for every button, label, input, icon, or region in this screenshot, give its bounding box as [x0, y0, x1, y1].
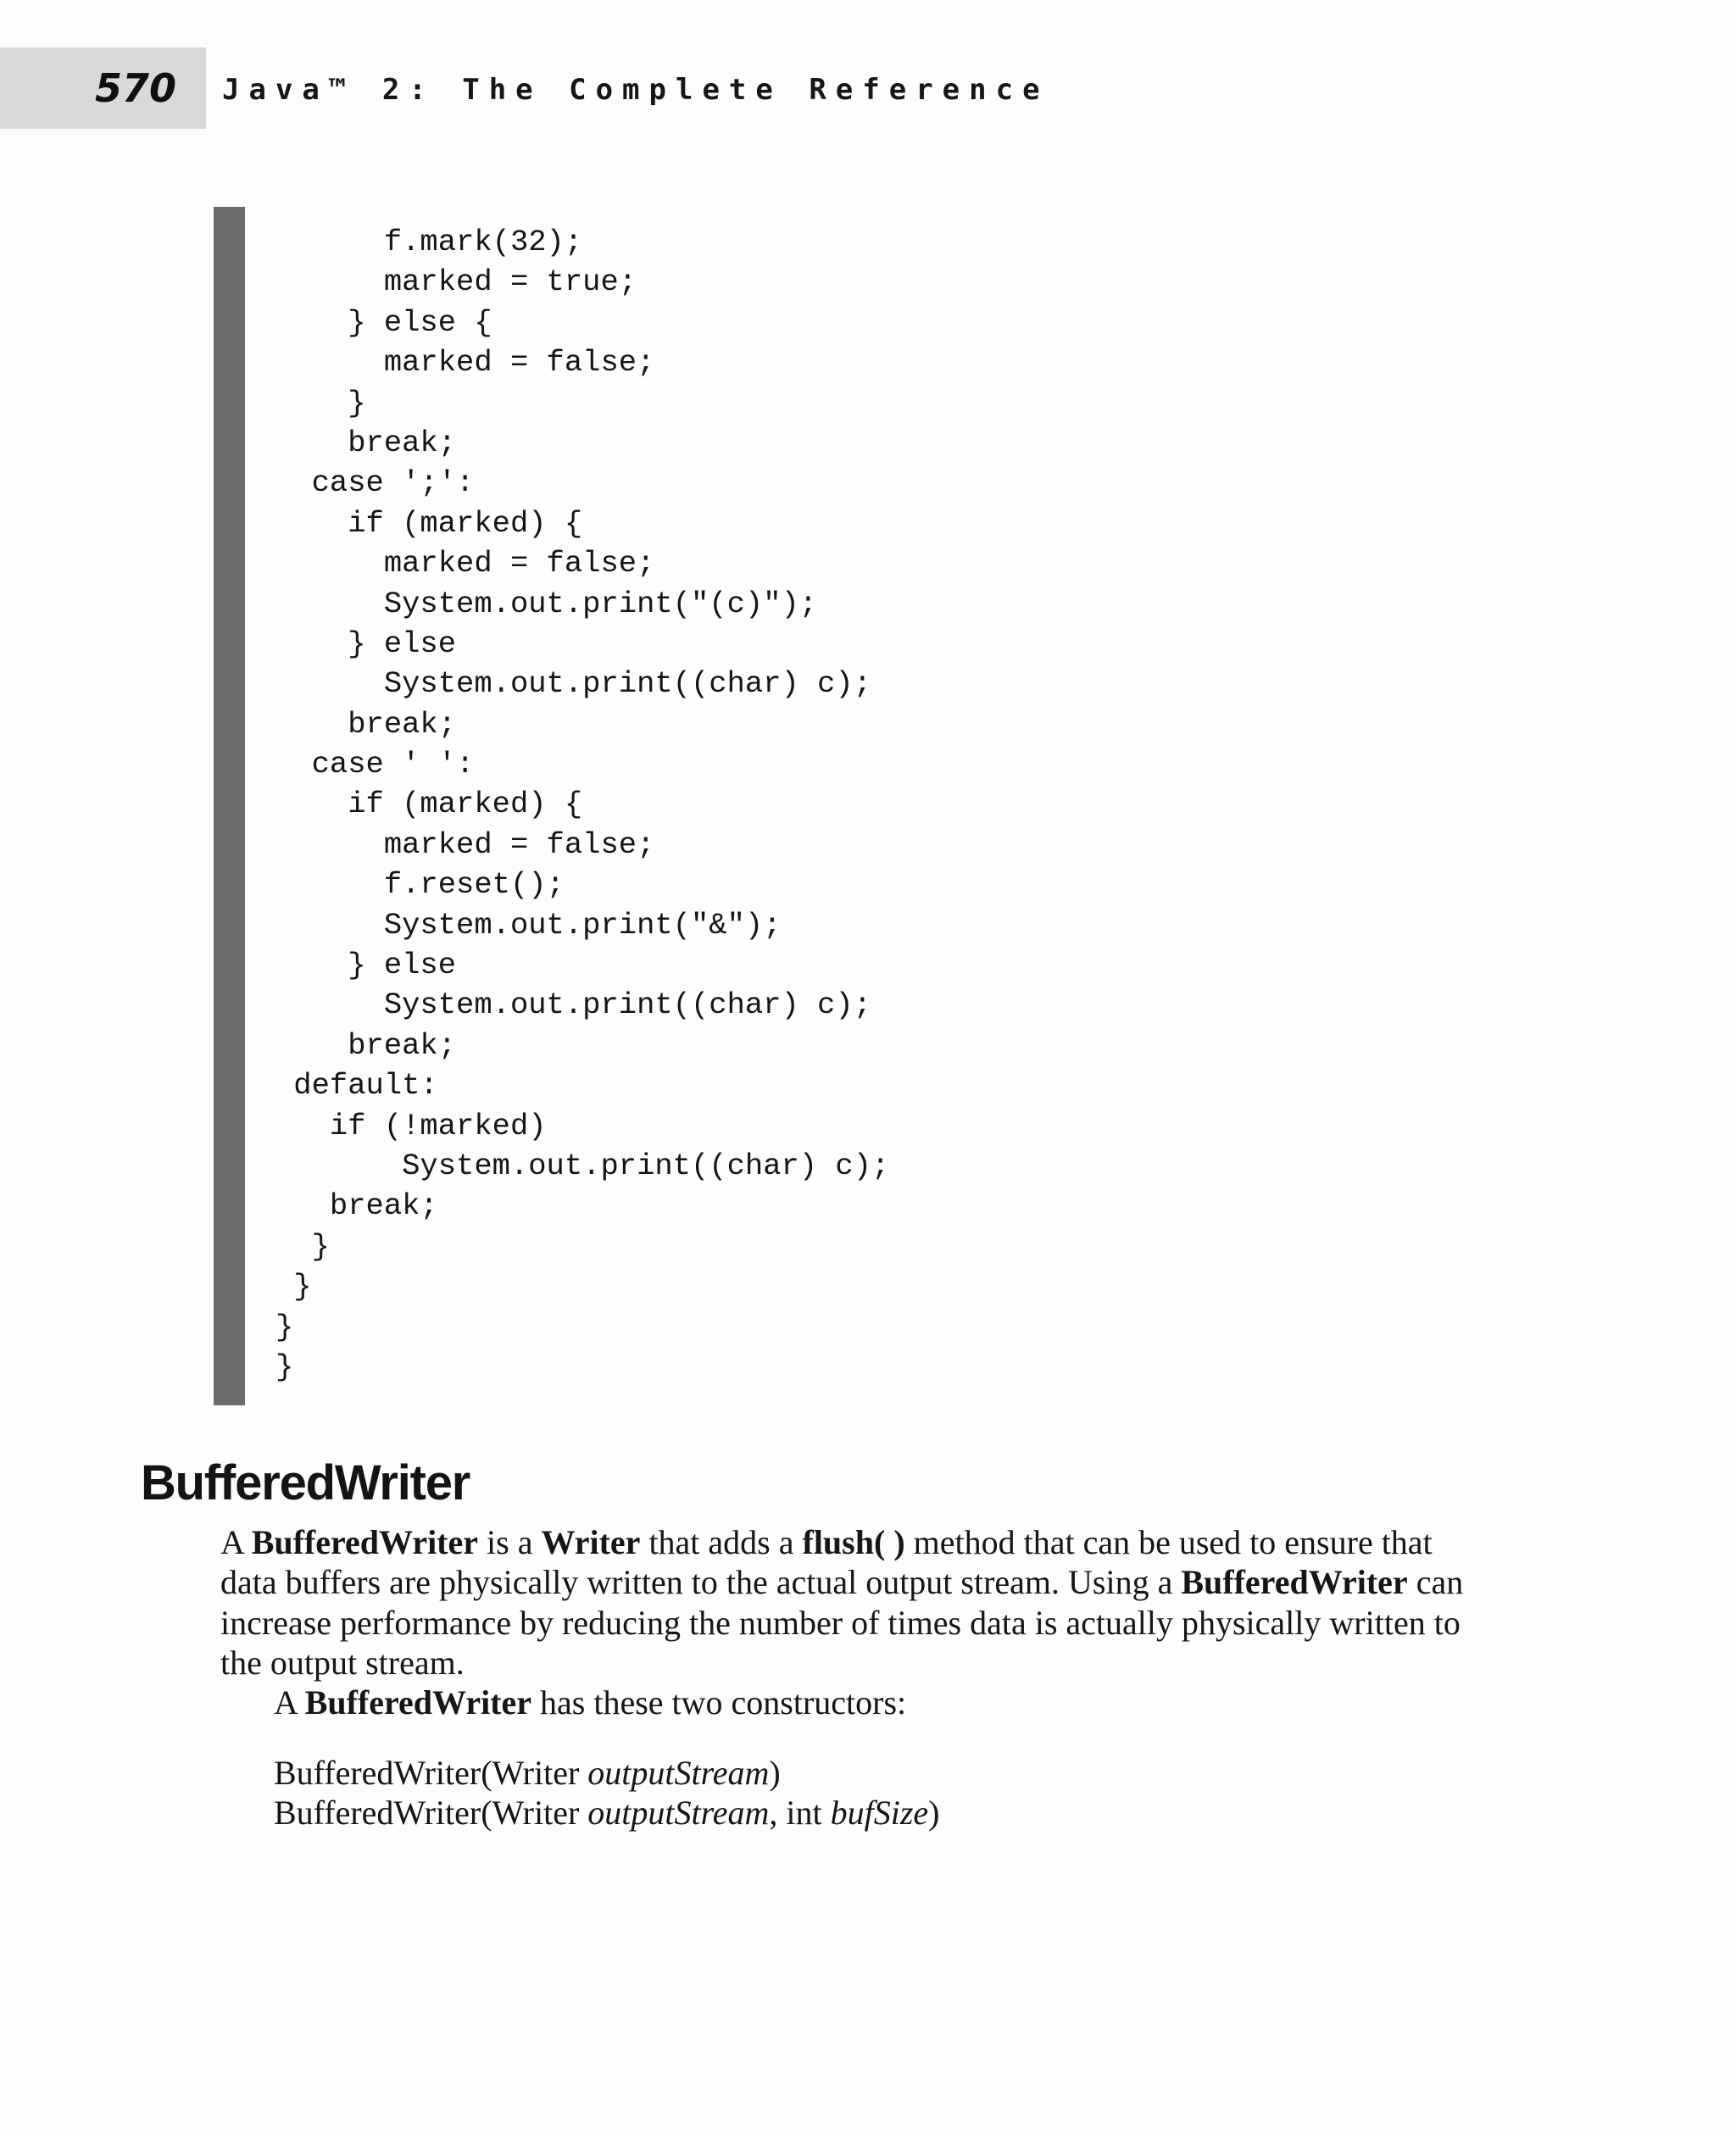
- code-line: marked = false;: [275, 826, 655, 862]
- text-run: can increase performance by reducing the number of times data is actually physically written to the output stream.: [220, 1563, 1464, 1683]
- code-line: case ' ':: [275, 747, 475, 782]
- class-name-bold: BufferedWriter: [251, 1523, 479, 1561]
- code-line: f.mark(32);: [275, 225, 583, 259]
- code-line: f.reset();: [275, 867, 565, 903]
- signature-prefix: BufferedWriter(Writer: [274, 1754, 588, 1792]
- text-run: A: [274, 1683, 305, 1722]
- code-line: break;: [275, 425, 457, 460]
- class-name-bold: Writer: [541, 1523, 641, 1561]
- constructor-signature: [274, 1793, 939, 1833]
- class-name-bold: BufferedWriter: [1181, 1563, 1408, 1602]
- signature-prefix: BufferedWriter(Writer: [274, 1794, 588, 1832]
- class-name-bold: BufferedWriter: [304, 1683, 532, 1722]
- page-number: 570: [95, 65, 177, 111]
- code-line: if (marked) {: [275, 787, 583, 822]
- code-line: if (marked) {: [275, 505, 583, 541]
- parameter-name: outputStream: [587, 1754, 770, 1792]
- running-title: Java™ 2: The Complete Reference: [222, 73, 1049, 107]
- code-line: marked = false;: [275, 546, 655, 581]
- code-line: } else: [275, 948, 457, 983]
- code-line: }: [275, 1228, 330, 1264]
- code-line: default:: [275, 1068, 438, 1104]
- parameter-name: outputStream: [587, 1794, 770, 1832]
- code-line: System.out.print("(c)");: [275, 586, 818, 621]
- code-line: System.out.print("&");: [275, 907, 782, 943]
- code-line: marked = true;: [275, 264, 637, 300]
- code-line: }: [275, 1349, 294, 1384]
- text-run: A: [220, 1523, 252, 1561]
- text-run: that adds a: [640, 1523, 803, 1561]
- code-line: }: [275, 385, 366, 420]
- body-paragraph: [220, 1522, 1483, 1683]
- signature-suffix: ): [928, 1794, 940, 1832]
- text-run: method that can be used to ensure that data buffers are physically written to the actual output stream. Using a: [220, 1523, 1433, 1602]
- signature-middle: , int: [769, 1794, 831, 1832]
- code-listing: [275, 222, 889, 1387]
- body-paragraph: [274, 1683, 906, 1722]
- code-line: if (!marked): [275, 1108, 547, 1143]
- code-line: System.out.print((char) c);: [275, 1148, 890, 1183]
- code-line: break;: [275, 1027, 457, 1063]
- code-line: System.out.print((char) c);: [275, 666, 872, 702]
- code-line: }: [275, 1269, 312, 1304]
- text-run: has these two constructors:: [531, 1683, 907, 1722]
- method-name-bold: flush( ): [802, 1523, 905, 1561]
- code-line: }: [275, 1309, 294, 1344]
- code-line: break;: [275, 706, 457, 742]
- code-listing-bar: [214, 207, 245, 1405]
- code-line: break;: [275, 1188, 438, 1224]
- code-line: marked = false;: [275, 345, 655, 381]
- code-line: case ';':: [275, 465, 475, 501]
- parameter-name: bufSize: [830, 1794, 929, 1832]
- constructor-signature: [274, 1753, 781, 1793]
- code-line: } else {: [275, 304, 492, 340]
- code-line: System.out.print((char) c);: [275, 987, 872, 1023]
- text-run: is a: [478, 1523, 542, 1561]
- code-line: } else: [275, 626, 457, 661]
- signature-suffix: ): [769, 1754, 781, 1792]
- section-heading: BufferedWriter: [141, 1455, 470, 1510]
